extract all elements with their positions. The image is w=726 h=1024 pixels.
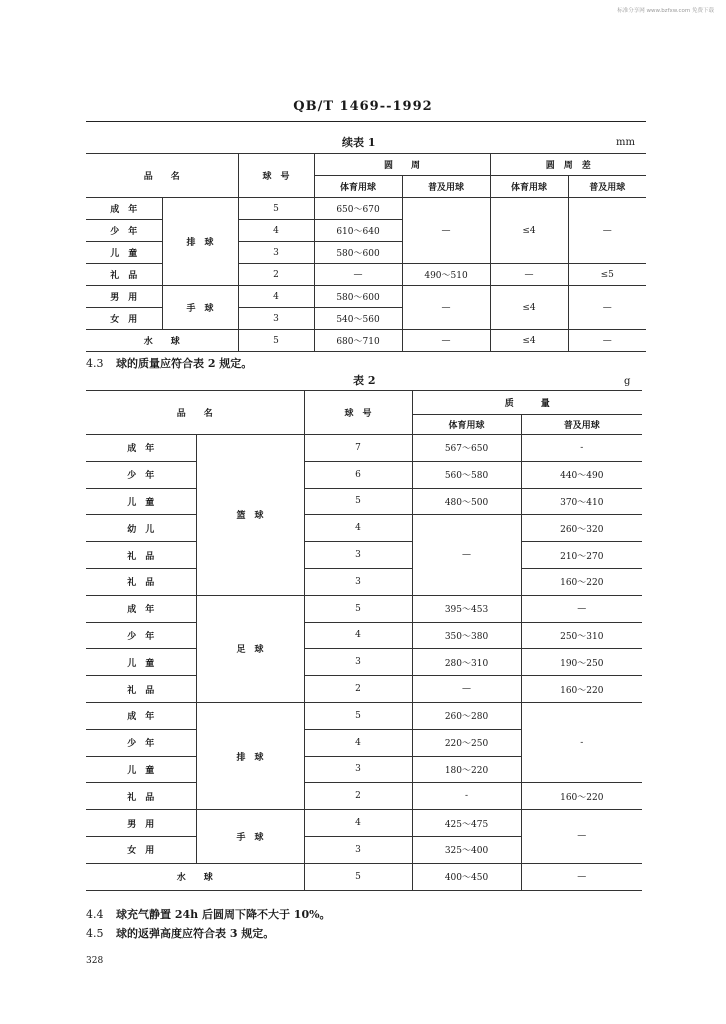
t1-name: 女 用 [86, 308, 162, 330]
t1-circ-sports: — [314, 264, 402, 286]
t1-circ-sports: 650～670 [314, 198, 402, 220]
t1-no: 3 [238, 242, 314, 264]
t2-name: 成 年 [86, 435, 196, 462]
t2-no: 3 [304, 649, 412, 676]
table-row [86, 649, 642, 676]
t2-no: 3 [304, 756, 412, 783]
t2-sports: 560～580 [412, 461, 521, 488]
t1-name: 礼 品 [86, 264, 162, 286]
t1-diff-sports: ≤4 [490, 330, 568, 352]
t2-no: 3 [304, 836, 412, 863]
t2-name: 礼 品 [86, 783, 196, 810]
t2-sports: 220～250 [412, 729, 521, 756]
t2-header-ball-no: 球 号 [304, 391, 412, 435]
t1-diff-popular: — [568, 330, 646, 352]
t1-diff-sports: ≤4 [490, 286, 568, 330]
table2 [86, 390, 642, 891]
t2-popular: 260～320 [521, 515, 642, 542]
t2-name: 儿 童 [86, 756, 196, 783]
t2-popular: 160～220 [521, 783, 642, 810]
t1-header-circ-diff: 圆 周 差 [490, 154, 646, 176]
table-row [86, 435, 642, 462]
t1-header-diff-popular: 普及用球 [568, 176, 646, 198]
t2-no: 7 [304, 435, 412, 462]
t2-name: 礼 品 [86, 542, 196, 569]
clause-number: 4.3 [86, 357, 104, 370]
t2-no: 5 [304, 488, 412, 515]
t2-group-basketball: 篮 球 [196, 435, 304, 596]
t2-no: 5 [304, 702, 412, 729]
table-row [86, 198, 646, 220]
clause-number: 4.5 [86, 927, 104, 940]
t1-name: 男 用 [86, 286, 162, 308]
t2-popular: - [521, 435, 642, 462]
t2-sports: 280～310 [412, 649, 521, 676]
t2-no: 5 [304, 863, 412, 890]
clause-4-4 [86, 906, 331, 922]
t1-header-ball-no: 球 号 [238, 154, 314, 198]
t2-name: 礼 品 [86, 568, 196, 595]
t2-sports: 400～450 [412, 863, 521, 890]
t1-diff-popular: — [568, 286, 646, 330]
t2-popular: 440～490 [521, 461, 642, 488]
t1-name-waterpolo: 水 球 [86, 330, 238, 352]
table-row [86, 595, 642, 622]
clause-text: 球充气静置 24h 后圆周下降不大于 10%。 [116, 908, 331, 921]
t2-name: 少 年 [86, 461, 196, 488]
t2-sports: 180～220 [412, 756, 521, 783]
t1-no: 3 [238, 308, 314, 330]
t2-name: 男 用 [86, 810, 196, 837]
t1-header-circ-sports: 体育用球 [314, 176, 402, 198]
standard-number: QB/T 1469--1992 [293, 99, 433, 114]
t2-sports: 425～475 [412, 810, 521, 837]
table-row [86, 515, 642, 542]
t1-name: 儿 童 [86, 242, 162, 264]
t1-no: 2 [238, 264, 314, 286]
page-number: 328 [86, 956, 104, 966]
t1-circ-sports: 540～560 [314, 308, 402, 330]
t2-name: 儿 童 [86, 488, 196, 515]
clause-4-5 [86, 925, 274, 941]
table2-caption: 表 2 [353, 374, 376, 387]
t1-no: 5 [238, 198, 314, 220]
header-rule [86, 121, 646, 122]
t1-name: 成 年 [86, 198, 162, 220]
t2-name: 幼 儿 [86, 515, 196, 542]
t1-no: 5 [238, 330, 314, 352]
t2-header-mass: 质 量 [412, 391, 642, 415]
t1-header-diff-sports: 体育用球 [490, 176, 568, 198]
table-row [86, 783, 642, 810]
t2-no: 3 [304, 568, 412, 595]
clause-number: 4.4 [86, 908, 104, 921]
t1-circ-sports: 580～600 [314, 286, 402, 308]
t2-sports: 325～400 [412, 836, 521, 863]
t2-popular: — [521, 863, 642, 890]
t1-circ-popular: — [402, 286, 490, 330]
t2-sports: 350～380 [412, 622, 521, 649]
t2-popular: 190～250 [521, 649, 642, 676]
watermark-text: 标准分享网 www.bzfxw.com 免费下载 [617, 8, 714, 14]
table-row [86, 810, 642, 837]
table-row [86, 330, 646, 352]
table-row [86, 542, 642, 569]
t1-circ-popular: 490～510 [402, 264, 490, 286]
t1-name: 少 年 [86, 220, 162, 242]
t1-circ-sports: 610～640 [314, 220, 402, 242]
table1-caption: 续表 1 [342, 136, 376, 149]
t2-sports: 567～650 [412, 435, 521, 462]
t2-name: 成 年 [86, 595, 196, 622]
t2-name: 成 年 [86, 702, 196, 729]
t2-popular: 250～310 [521, 622, 642, 649]
t2-sports: 395～453 [412, 595, 521, 622]
table-row [86, 488, 642, 515]
table-row [86, 702, 642, 729]
t2-name: 女 用 [86, 836, 196, 863]
table1 [86, 153, 646, 352]
t2-no: 4 [304, 810, 412, 837]
t1-diff-sports: — [490, 264, 568, 286]
table-row [86, 622, 642, 649]
t2-sports: 480～500 [412, 488, 521, 515]
t1-no: 4 [238, 286, 314, 308]
clause-text: 球的质量应符合表 2 规定。 [116, 357, 253, 370]
t2-no: 3 [304, 542, 412, 569]
table-row [86, 286, 646, 308]
t2-popular: — [521, 595, 642, 622]
table1-unit: mm [616, 137, 635, 148]
t1-header-product: 品 名 [86, 154, 238, 198]
t2-name: 礼 品 [86, 676, 196, 703]
t2-no: 2 [304, 783, 412, 810]
table2-unit: g [624, 376, 631, 387]
t1-circ-sports: 680～710 [314, 330, 402, 352]
table-row [86, 676, 642, 703]
t1-diff-popular: — [568, 198, 646, 264]
t2-header-sports: 体育用球 [412, 415, 521, 435]
t2-no: 6 [304, 461, 412, 488]
t2-popular: 370～410 [521, 488, 642, 515]
clause-text: 球的返弹高度应符合表 3 规定。 [116, 927, 275, 940]
t1-group-handball: 手 球 [162, 286, 238, 330]
table-row [86, 568, 642, 595]
t2-sports: — [412, 515, 521, 595]
t1-no: 4 [238, 220, 314, 242]
t2-group-volleyball: 排 球 [196, 702, 304, 809]
t1-circ-sports: 580～600 [314, 242, 402, 264]
t2-popular: 210～270 [521, 542, 642, 569]
t1-group-volleyball: 排 球 [162, 198, 238, 286]
t2-sports: - [412, 783, 521, 810]
table-row [86, 461, 642, 488]
t2-header-popular: 普及用球 [521, 415, 642, 435]
t2-no: 4 [304, 622, 412, 649]
t2-group-handball: 手 球 [196, 810, 304, 864]
t2-no: 4 [304, 729, 412, 756]
t1-header-circ-popular: 普及用球 [402, 176, 490, 198]
t2-no: 5 [304, 595, 412, 622]
t1-circ-popular: — [402, 330, 490, 352]
t2-no: 4 [304, 515, 412, 542]
t1-diff-sports: ≤4 [490, 198, 568, 264]
t2-name-waterpolo: 水 球 [86, 863, 304, 890]
t2-sports: 260～280 [412, 702, 521, 729]
clause-4-3 [86, 355, 252, 371]
t1-circ-popular: — [402, 198, 490, 264]
t2-popular: — [521, 810, 642, 864]
t2-sports: — [412, 676, 521, 703]
t1-header-circ: 圆 周 [314, 154, 490, 176]
t2-name: 少 年 [86, 622, 196, 649]
t2-group-football: 足 球 [196, 595, 304, 702]
t2-popular: 160～220 [521, 568, 642, 595]
t2-name: 儿 童 [86, 649, 196, 676]
t2-no: 2 [304, 676, 412, 703]
t2-name: 少 年 [86, 729, 196, 756]
t2-popular: - [521, 702, 642, 782]
table-row [86, 863, 642, 890]
t2-header-product: 品 名 [86, 391, 304, 435]
t2-popular: 160～220 [521, 676, 642, 703]
t1-diff-popular: ≤5 [568, 264, 646, 286]
